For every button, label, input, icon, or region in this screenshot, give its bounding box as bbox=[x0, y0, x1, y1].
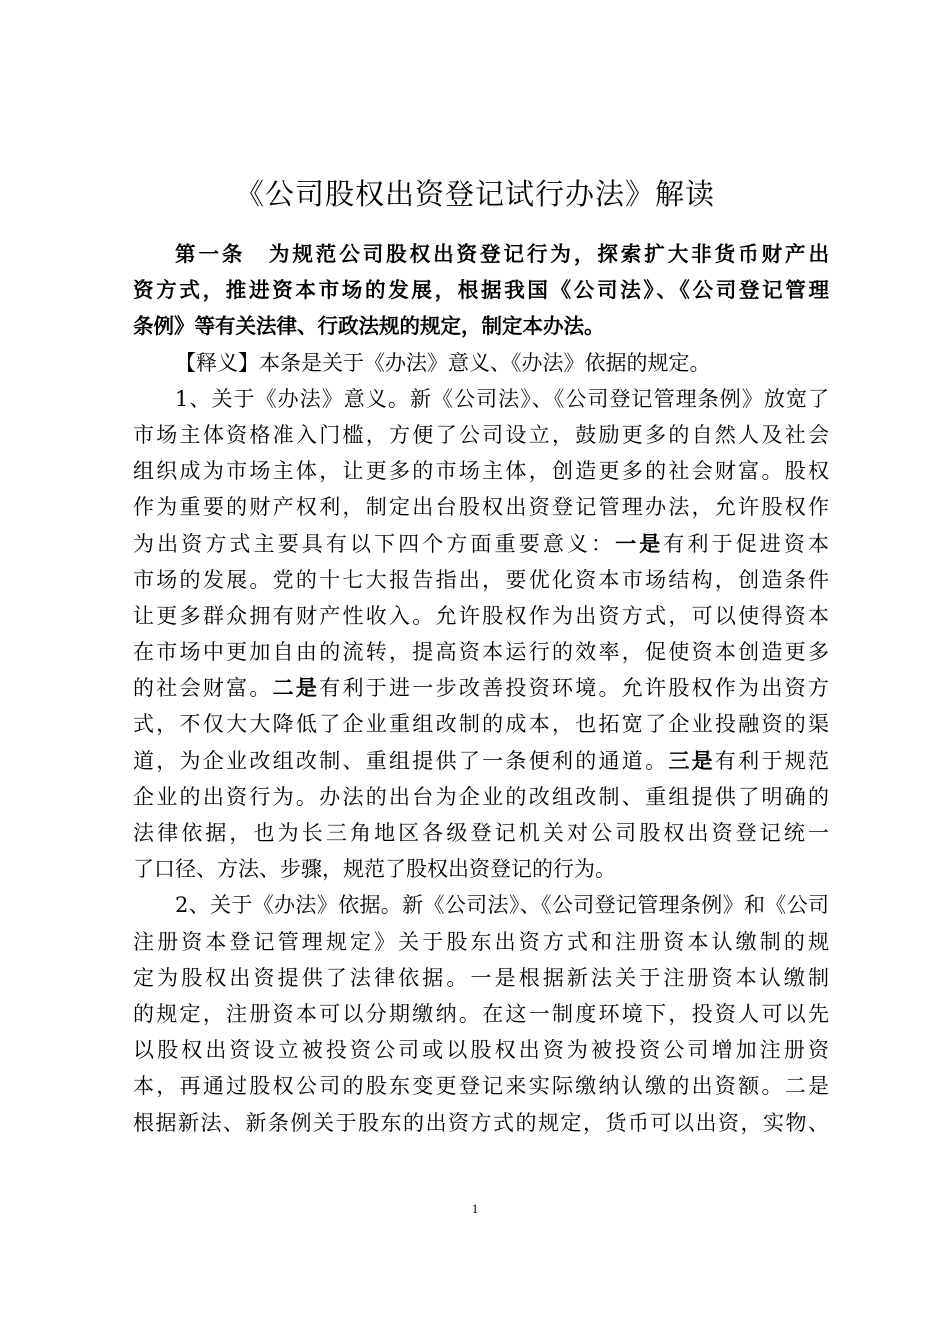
paragraph-line: 市场的发展。党的十七大报告指出，要优化资本市场结构，创造条件 bbox=[133, 567, 829, 592]
paragraph-text: 的社会财富。 bbox=[133, 676, 273, 701]
paragraph-line: 的规定，注册资本可以分期缴纳。在这一制度环境下，投资人可以先 bbox=[133, 1001, 829, 1026]
paragraph-line bbox=[133, 743, 829, 779]
paragraph-line: 市场主体资格准入门槛，方便了公司设立，鼓励更多的自然人及社会 bbox=[133, 422, 829, 447]
document-title: 《公司股权出资登记试行办法》解读 bbox=[234, 177, 715, 211]
paragraph-line: 法律依据，也为长三角地区各级登记机关对公司股权出资登记统一 bbox=[133, 821, 829, 845]
page-number: 1 bbox=[471, 1201, 479, 1216]
interpretation-heading: 【释义】本条是关于《办法》意义、《办法》依据的规定。 bbox=[175, 350, 711, 375]
paragraph-line: 2、关于《办法》依据。新《公司法》、《公司登记管理条例》和《公司 bbox=[175, 893, 829, 918]
paragraph-line: 在市场中更加自由的流转，提高资本运行的效率，促使资本创造更多 bbox=[133, 640, 829, 665]
paragraph-text: 有利于促进资本 bbox=[663, 531, 829, 556]
paragraph-line: 本，再通过股权公司的股东变更登记来实际缴纳认缴的出资额。二是 bbox=[133, 1074, 829, 1099]
paragraph-line: 1、关于《办法》意义。新《公司法》、《公司登记管理条例》放宽了 bbox=[175, 386, 829, 411]
paragraph-line: 作为重要的财产权利，制定出台股权出资登记管理办法，允许股权作 bbox=[133, 495, 829, 520]
paragraph-line: 根据新法、新条例关于股东的出资方式的规定，货币可以出资，实物、 bbox=[133, 1110, 829, 1135]
document-body bbox=[133, 236, 829, 1141]
emphasis-first: 一是 bbox=[615, 531, 664, 556]
paragraph-line bbox=[133, 670, 829, 706]
paragraph-line: 式，不仅大大降低了企业重组改制的成本，也拓宽了企业投融资的渠 bbox=[133, 712, 829, 737]
paragraph-text: 有利于进一步改善投资环境。允许股权作为出资方 bbox=[319, 676, 829, 701]
paragraph-line: 组织成为市场主体，让更多的市场主体，创造更多的社会财富。股权 bbox=[133, 459, 829, 484]
paragraph-line: 定为股权出资提供了法律依据。一是根据新法关于注册资本认缴制 bbox=[133, 965, 829, 990]
paragraph-line: 企业的出资行为。办法的出台为企业的改组改制、重组提供了明确的 bbox=[133, 784, 829, 809]
article-1-line-2: 资方式，推进资本市场的发展，根据我国《公司法》、《公司登记管理 bbox=[133, 278, 829, 303]
paragraph-line bbox=[133, 526, 829, 562]
paragraph-line: 了口径、方法、步骤，规范了股权出资登记的行为。 bbox=[133, 857, 616, 882]
paragraph-text: 为出资方式主要具有以下四个方面重要意义： bbox=[133, 531, 616, 556]
paragraph-line: 以股权出资设立被投资公司或以股权出资为被投资公司增加注册资 bbox=[133, 1038, 829, 1063]
emphasis-third: 三是 bbox=[668, 748, 715, 773]
article-1-line-1: 第一条 为规范公司股权出资登记行为，探索扩大非货币财产出 bbox=[175, 242, 829, 266]
paragraph-line: 让更多群众拥有财产性收入。允许股权作为出资方式，可以使得资本 bbox=[133, 603, 829, 628]
paragraph-text: 道，为企业改组改制、重组提供了一条便利的通道。 bbox=[133, 748, 669, 773]
paragraph-text: 有利于规范 bbox=[714, 748, 829, 773]
paragraph-line: 注册资本登记管理规定》关于股东出资方式和注册资本认缴制的规 bbox=[133, 929, 829, 954]
emphasis-second: 二是 bbox=[272, 676, 320, 701]
article-1-line-3: 条例》等有关法律、行政法规的规定，制定本办法。 bbox=[133, 314, 605, 339]
